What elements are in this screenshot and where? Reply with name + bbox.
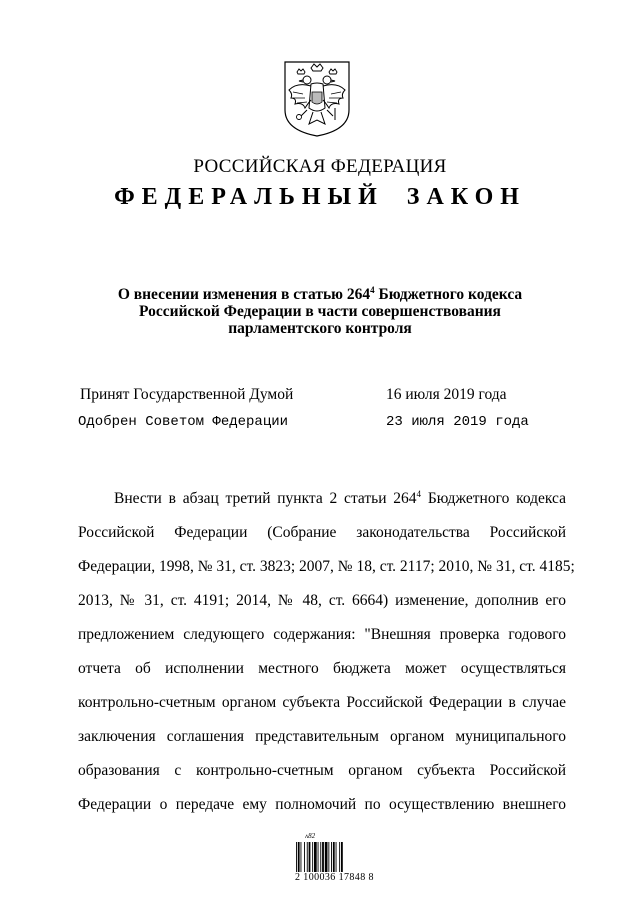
barcode-bar	[309, 842, 311, 872]
barcode-bar	[312, 842, 313, 872]
law-title: О внесении изменения в статью $264^4$ Бюджетного кодекса Российской Федерации в части совершенствования парламентского контроля	[117, 285, 523, 338]
barcode-bar	[304, 842, 305, 872]
barcode-number: 2 100036 17848 8	[295, 872, 374, 883]
body-line: предложением следующего содержания: "Внешняя проверка годового	[78, 626, 566, 643]
barcode-bar	[333, 842, 335, 872]
council-approval-label: Одобрен Советом Федерации	[78, 414, 289, 430]
barcode-bar	[298, 842, 300, 872]
signature-mark-icon: ʌ82	[305, 832, 316, 840]
barcode-icon	[296, 842, 360, 872]
barcode-bar	[320, 842, 321, 872]
country-heading: РОССИЙСКАЯ ФЕДЕРАЦИЯ	[193, 156, 447, 177]
barcode-bar	[339, 842, 340, 872]
body-line: Российской Федерации (Собрание законодательства Российской	[78, 524, 566, 541]
barcode-bar	[322, 842, 324, 872]
body-line: образования с контрольно-счетным органом субъекта Российской	[78, 762, 566, 779]
barcode-bar	[331, 842, 332, 872]
barcode-bar	[301, 842, 302, 872]
barcode-bar	[314, 842, 317, 872]
body-line: контрольно-счетным органом субъекта Российской Федерации в случае	[78, 694, 566, 711]
body-line: заключения соглашения представительным органом муниципального	[78, 728, 566, 745]
duma-adoption-label: Принят Государственной Думой	[80, 386, 294, 403]
barcode-bar	[296, 842, 297, 872]
body-line: Федерации о передаче ему полномочий по осуществлению внешнего	[78, 796, 566, 813]
duma-adoption-date: 16 июля 2019 года	[386, 386, 507, 403]
barcode-bar	[318, 842, 319, 872]
law-body-text	[78, 482, 575, 822]
barcode-bar	[307, 842, 308, 872]
body-line: 2013, № 31, ст. 4191; 2014, № 48, ст. 6664) изменение, дополнив его	[78, 592, 566, 609]
law-type-heading: ФЕДЕРАЛЬНЫЙ ЗАКОН	[114, 184, 526, 210]
body-line: Федерации, 1998, № 31, ст. 3823; 2007, № 18, ст. 2117; 2010, № 31, ст. 4185;	[78, 558, 575, 575]
barcode-bar	[328, 842, 329, 872]
barcode-bar	[336, 842, 337, 872]
russian-coat-of-arms-icon	[283, 60, 351, 138]
body-line: Внести в абзац третий пункта 2 статьи $264^4$ Бюджетного кодекса	[114, 488, 566, 507]
barcode-bar	[325, 842, 328, 872]
council-approval-date: 23 июля 2019 года	[386, 414, 529, 430]
barcode-bar	[341, 842, 343, 872]
body-line: отчета об исполнении местного бюджета может осуществляться	[78, 660, 566, 677]
